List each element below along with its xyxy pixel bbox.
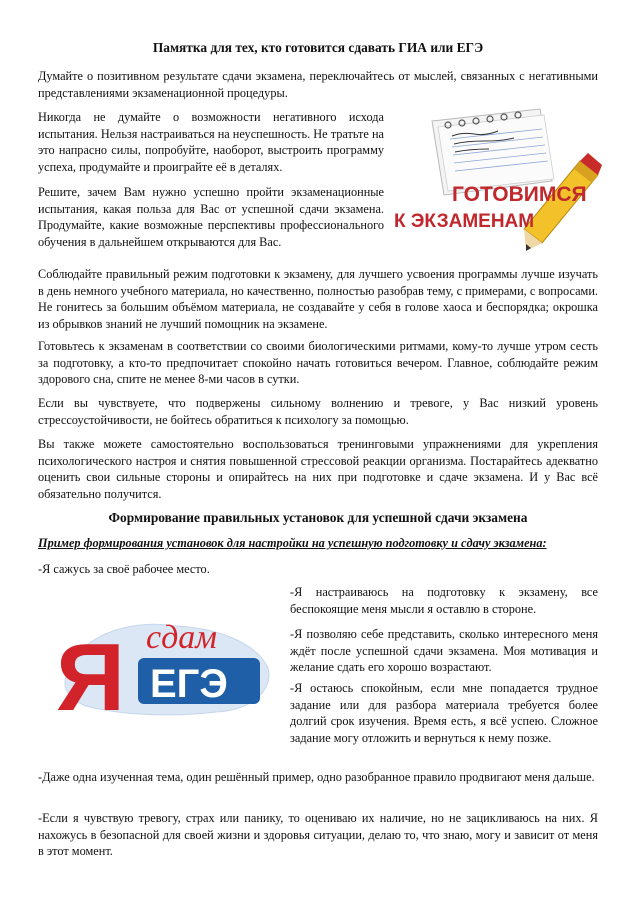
section-title: Формирование правильных установок для успешной сдачи экзамена [108,510,528,525]
paragraph-decide: Решите, зачем Вам нужно успешно пройти экзаменационные испытания, какая польза для Вас от успешной сдачи экзамена. Продумайте, какие возможные перспективы профессионального обучения в дальнейшем открываются для Вас. [38,185,384,249]
intro-paragraph: Думайте о позитивном результате сдачи экзамена, переключайтесь от мыслей, связанных с негативными представлениями экзаменационной процедуры. [38,69,598,100]
ege-logo-illustration [46,598,278,728]
statement-4: -Я остаюсь спокойным, если мне попадается трудное задание или для разбора материала требуется более долгий срок изучения. Время есть, я всё успею. Сложное задание могу отложить и вернуться к нему позже. [290,681,598,745]
paragraph-stress: Если вы чувствуете, что подвержены сильному волнению и тревоге, у Вас низкий уровень стрессоустойчивости, не бойтесь обратиться к психологу за помощью. [38,396,598,427]
paragraph-training: Вы также можете самостоятельно воспользоваться тренинговыми упражнениями для укрепления психологического настроя и снятия повышенной стрессовой реакции организма. Постарайтесь адекватно оценить свои сильные стороны и опирайтесь на них при подготовке и сдаче экзамена. И у Вас всё обязательно получится. [38,437,598,501]
illustration-caption-line2: К ЭКЗАМЕНАМ [394,211,535,232]
paragraph-rhythm: Готовьтесь к экзаменам в соответствии со своими биологическими ритмами, кому-то лучше утром сесть за подготовку, а кто-то предпочитает спокойно начать готовиться вечером. Главное, соблюдайте режим здорового сна, спите не менее 8-ми часов в сутки. [38,339,598,387]
logo-word-sdam: сдам [146,619,217,656]
illustration-caption-line1: ГОТОВИМСЯ [452,183,587,206]
statement-6: -Если я чувствую тревогу, страх или панику, то оцениваю их наличие, но не зацикливаюсь на них. Я нахожусь в безопасной для своей жизни и здоровья ситуации, делаю то, что знаю, могу и зависит от меня в этот момент. [38,811,598,859]
statement-1: -Я сажусь за своё рабочее место. [38,562,210,576]
page-title: Памятка для тех, кто готовится сдавать ГИА или ЕГЭ [152,40,484,55]
statement-3: -Я позволяю себе представить, сколько интересного меня ждёт после успешной сдачи экзамена. Моя мотивация и желание сдать его хорошо возрастают. [290,627,598,675]
statement-2: -Я настраиваюсь на подготовку к экзамену, все беспокоящие меня мысли я оставлю в стороне. [290,585,598,616]
paragraph-never: Никогда не думайте о возможности негативного исхода испытания. Нельзя настраиваться на неуспешность. Не тратьте на это напрасно силы, попробуйте, наоборот, выстроить программу успеха, продумайте и проиграйте её в деталях. [38,110,384,174]
logo-word-ege: ЕГЭ [150,662,228,706]
logo-letter: Я [56,624,125,728]
statement-5: -Даже одна изученная тема, один решённый пример, одно разобранное правило продвигают меня дальше. [38,770,595,784]
exam-prep-illustration [392,103,604,253]
section-subtitle: Пример формирования установок для настройки на успешную подготовку и сдачу экзамена: [38,536,547,550]
paragraph-regime: Соблюдайте правильный режим подготовки к экзамену, для лучшего усвоения программы лучше изучать в день немного учебного материала, но качественно, полностью разобрав тему, с примерами, с вопросами. Не гонитесь за большим объёмом материала, не создавайте у себя в голове хаоса и беспорядка; окрошка из обрывков знаний не лучший помощник на экзамене. [38,267,598,331]
